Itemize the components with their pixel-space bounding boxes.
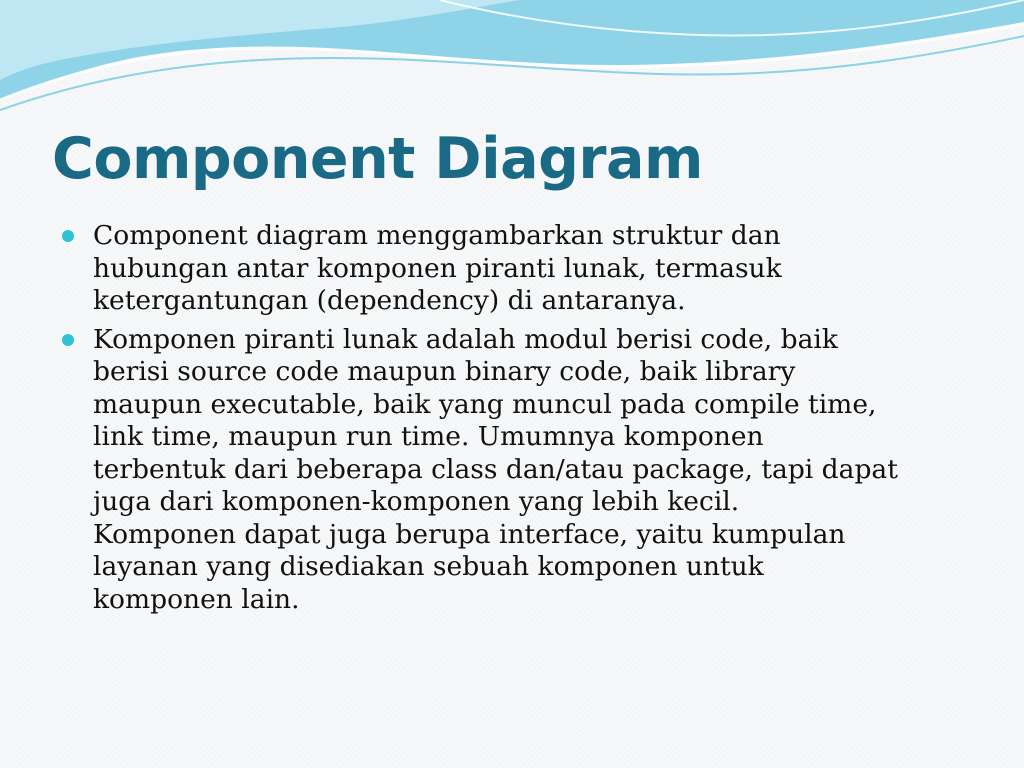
bullet-item-2	[62, 324, 962, 617]
bullet-text-line: berisi source code maupun binary code, baik library	[93, 356, 796, 387]
bullet-text-line: hubungan antar komponen piranti lunak, termasuk	[93, 252, 782, 284]
bullet-dot-icon	[62, 334, 74, 346]
bullet-text-line: Component diagram menggambarkan struktur dan	[93, 220, 781, 251]
bullet-text-line: terbentuk dari beberapa class dan/atau package, tapi dapat	[93, 453, 898, 485]
bullet-text-line: layanan yang disediakan sebuah komponen untuk	[93, 551, 764, 582]
bullet-text-line: komponen lain.	[93, 583, 300, 615]
bullet-text-line: Komponen piranti lunak adalah modul berisi code, baik	[93, 323, 838, 355]
bullet-dot-icon	[62, 230, 74, 242]
bullet-list	[62, 220, 962, 622]
bullet-text-line: maupun executable, baik yang muncul pada compile time,	[93, 388, 877, 420]
slide-title: Component Diagram	[52, 126, 703, 192]
header-wave-decoration	[0, 0, 1024, 120]
bullet-text-line: ketergantungan (dependency) di antaranya.	[93, 285, 686, 316]
bullet-text-line: link time, maupun run time. Umumnya komponen	[93, 421, 764, 452]
bullet-text-line: Komponen dapat juga berupa interface, yaitu kumpulan	[93, 518, 846, 550]
bullet-text-line: juga dari komponen-komponen yang lebih kecil.	[93, 486, 740, 517]
bullet-item-1	[62, 220, 962, 318]
